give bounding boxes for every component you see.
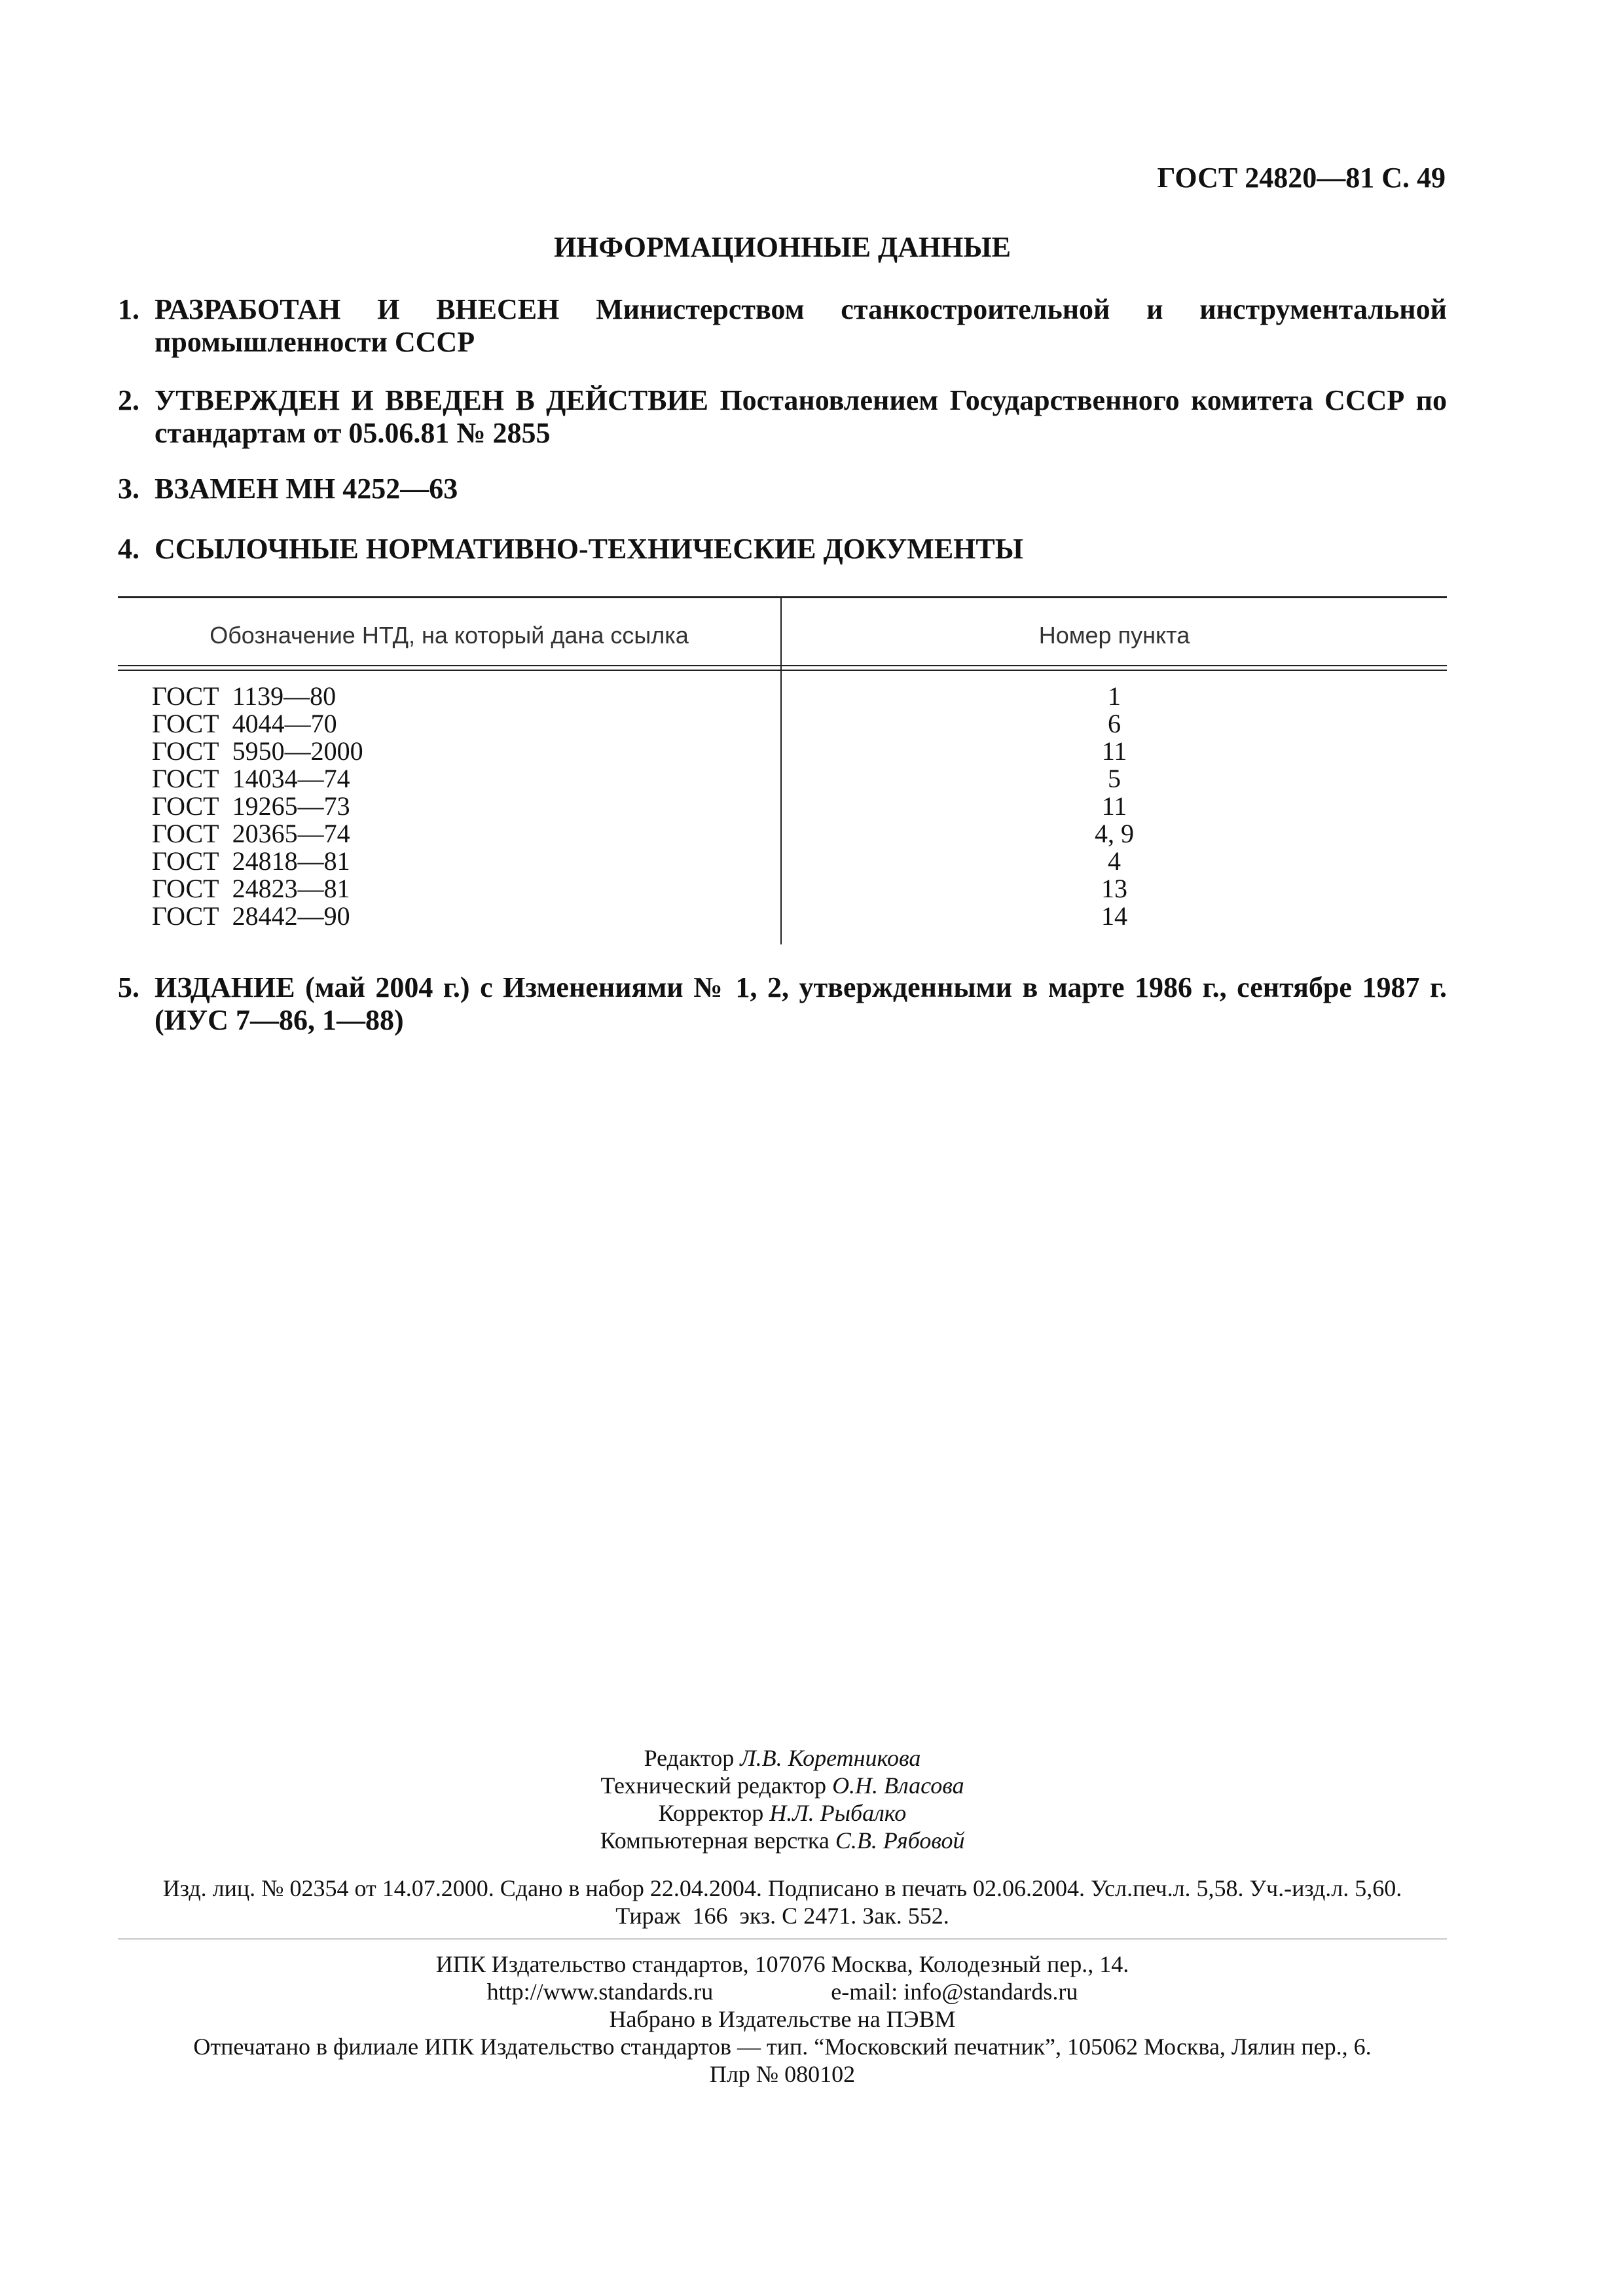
info-item-2 xyxy=(118,384,1447,450)
ntd-designation: ГОСТ 24818—81 xyxy=(152,846,350,876)
credit-role: Редактор xyxy=(644,1745,735,1771)
credit-name: Н.Л. Рыбалко xyxy=(769,1800,907,1826)
item-text: (май 2004 г.) с Изменениями № 1, 2, утвержденными в марте 1986 г., сентябре 1987 г. (ИУС 7—86, 1—88) xyxy=(155,971,1448,1036)
ntd-designation: ГОСТ 4044—70 xyxy=(152,709,337,738)
page-header-reference: ГОСТ 24820—81 С. 49 xyxy=(1157,162,1446,194)
item-text: Министерством станкостроительной и инструментальной промышленности СССР xyxy=(155,293,1447,358)
ntd-designation: ГОСТ 14034—74 xyxy=(152,764,350,793)
ntd-designation: ГОСТ 19265—73 xyxy=(152,791,350,821)
table-row xyxy=(0,793,1623,820)
editorial-credits xyxy=(0,1744,1565,1854)
ntd-designation: ГОСТ 24823—81 xyxy=(152,874,350,903)
clause-number: 6 xyxy=(1108,709,1121,738)
credit-name: Л.В. Коретникова xyxy=(740,1745,921,1771)
table-row xyxy=(0,710,1623,738)
clause-number: 13 xyxy=(1101,874,1127,903)
credit-role: Технический редактор xyxy=(600,1772,827,1799)
credit-role: Компьютерная верстка xyxy=(600,1827,830,1854)
credit-role: Корректор xyxy=(658,1800,764,1826)
item-number: 3. xyxy=(118,473,139,505)
page-title: ИНФОРМАЦИОННЫЕ ДАННЫЕ xyxy=(553,231,1012,263)
pub-info-line: Изд. лиц. № 02354 от 14.07.2000. Сдано в набор 22.04.2004. Подписано в печать 02.06.2004. Усл.печ.л. 5,58. Уч.-изд.л. 5,60. xyxy=(162,1875,1402,1901)
publisher-address: ИПК Издательство стандартов, 107076 Москва, Колодезный пер., 14. xyxy=(435,1951,1129,1977)
table-row xyxy=(0,683,1623,710)
clause-number: 11 xyxy=(1101,791,1127,821)
info-item-5 xyxy=(118,971,1447,1037)
table-row xyxy=(0,903,1623,930)
info-item-4 xyxy=(118,533,1447,565)
item-caption: ВЗАМЕН МН 4252—63 xyxy=(155,473,458,505)
printer-address: Отпечатано в филиале ИПК Издательство стандартов — тип. “Московский печатник”, 105062 Москва, Лялин пер., 6. xyxy=(193,2034,1372,2060)
ntd-designation: ГОСТ 5950—2000 xyxy=(152,736,363,766)
publisher-contacts xyxy=(0,1978,1565,2005)
table-header-rule-double xyxy=(118,670,1447,671)
table-row xyxy=(0,738,1623,765)
table-header-point: Номер пункта xyxy=(1038,622,1190,649)
item-text: Постановлением Государственного комитета СССР по стандартам от 05.06.81 № 2855 xyxy=(155,384,1448,449)
clause-number: 14 xyxy=(1101,901,1127,931)
item-caption: ИЗДАНИЕ xyxy=(155,971,295,1003)
table-row xyxy=(0,765,1623,793)
typeset-note: Набрано в Издательстве на ПЭВМ xyxy=(609,2006,956,2032)
pub-info-line: Тираж 166 экз. С 2471. Зак. 552. xyxy=(615,1903,949,1929)
credit-editor xyxy=(0,1744,1565,1772)
printing-house-info xyxy=(0,1950,1565,2088)
publisher-url[interactable]: http://www.standards.ru xyxy=(486,1979,714,2005)
ntd-designation: ГОСТ 28442—90 xyxy=(152,901,350,931)
clause-number: 5 xyxy=(1108,764,1121,793)
item-number: 1. xyxy=(118,293,139,325)
table-body xyxy=(0,683,1623,930)
table-header-rule xyxy=(118,665,1447,666)
credit-name: О.Н. Власова xyxy=(832,1772,964,1799)
item-number: 2. xyxy=(118,384,139,416)
item-number: 5. xyxy=(118,971,139,1003)
table-row xyxy=(0,820,1623,848)
ntd-designation: ГОСТ 1139—80 xyxy=(152,681,337,711)
item-caption: УТВЕРЖДЕН И ВВЕДЕН В ДЕЙСТВИЕ xyxy=(155,384,709,416)
item-caption: ССЫЛОЧНЫЕ НОРМАТИВНО-ТЕХНИЧЕСКИЕ ДОКУМЕНТЫ xyxy=(155,533,1023,565)
clause-number: 1 xyxy=(1108,681,1121,711)
table-header-designation: Обозначение НТД, на который дана ссылка xyxy=(210,622,689,649)
ntd-designation: ГОСТ 20365—74 xyxy=(152,819,350,848)
license-number: Плр № 080102 xyxy=(709,2061,856,2087)
info-item-1 xyxy=(118,293,1447,359)
item-number: 4. xyxy=(118,533,139,565)
table-row xyxy=(0,848,1623,875)
item-caption: РАЗРАБОТАН И ВНЕСЕН xyxy=(155,293,560,325)
table-row xyxy=(0,875,1623,903)
clause-number: 4 xyxy=(1108,846,1121,876)
credit-name: С.В. Рябовой xyxy=(835,1827,965,1854)
credit-tech-editor xyxy=(0,1772,1565,1799)
publication-info xyxy=(0,1874,1565,1929)
credit-proofreader xyxy=(0,1799,1565,1827)
info-item-3 xyxy=(118,473,1447,505)
clause-number: 11 xyxy=(1101,736,1127,766)
credit-layout xyxy=(0,1827,1565,1854)
clause-number: 4, 9 xyxy=(1095,819,1134,848)
table-top-rule xyxy=(118,596,1447,598)
publisher-email[interactable]: e-mail: info@standards.ru xyxy=(831,1979,1078,2005)
